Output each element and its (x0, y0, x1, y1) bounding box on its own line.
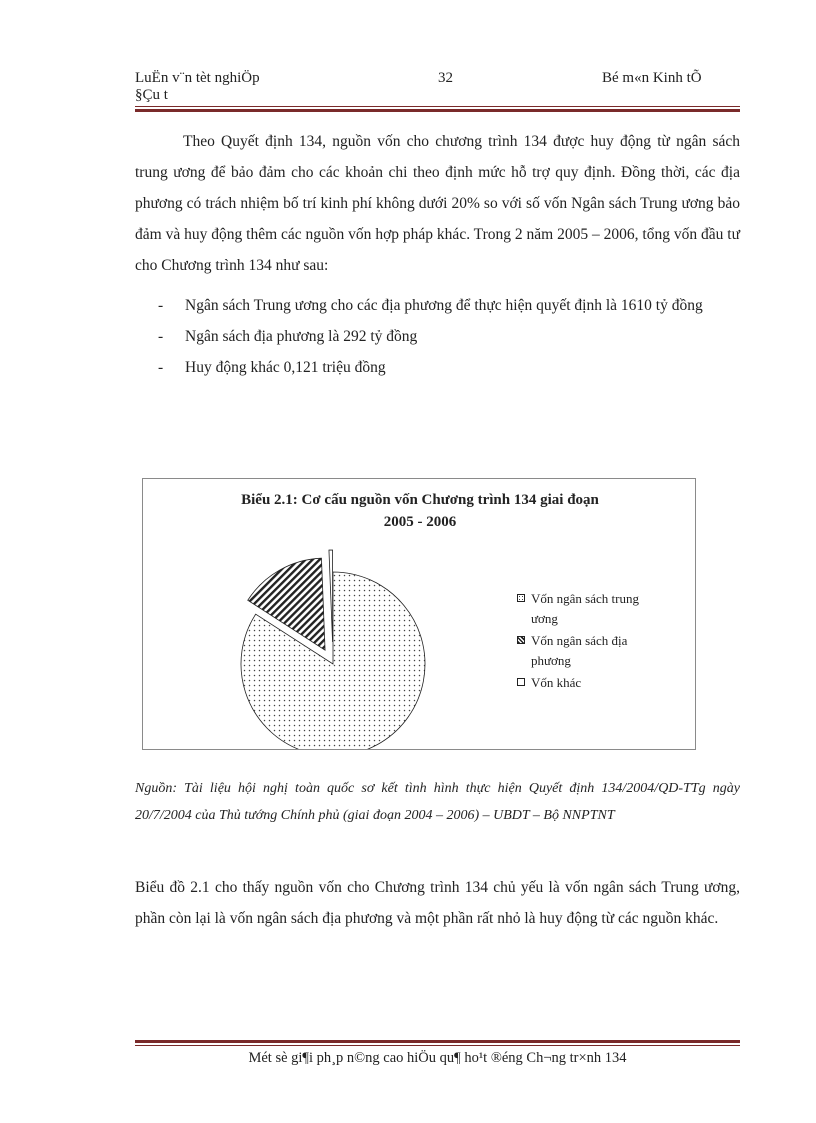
list-item-text: Ngân sách địa phương là 292 tỷ đồng (185, 328, 418, 345)
legend-label: Vốn ngân sách trung (531, 591, 639, 606)
chart-title-line1: Biểu 2.1: Cơ cấu nguồn vốn Chương trình 134 giai đoạn (241, 492, 599, 508)
legend-swatch-blank (517, 678, 525, 686)
legend-label: Vốn ngân sách địa (531, 633, 628, 648)
header-rule-thin (135, 106, 740, 107)
bullet-dash: - (158, 359, 164, 376)
chart-title-line2: 2005 - 2006 (383, 514, 457, 530)
bullet-dash: - (158, 328, 164, 345)
footer-text: Mét sè gi¶i ph¸p n©ng cao hiÖu qu¶ ho¹t ®éng Ch¬ng tr×nh 134 (248, 1050, 627, 1066)
pie-chart-frame (142, 478, 696, 750)
header-left-line1: LuËn v¨n tèt nghiÖp (135, 70, 260, 86)
pie-chart (203, 519, 463, 749)
legend-label-cont: ương (531, 611, 558, 626)
source-note: Nguồn: Tài liệu hội nghị toàn quốc sơ kết tình hình thực hiện Quyết định 134/2004/QD-TTg ngày 20/7/2004 của Thủ tướng Chính phủ (giai đoạn 2004 – 2006) – UBDT – Bộ NNPTNT (135, 781, 740, 823)
header-rule-thick (135, 109, 740, 112)
legend-label: Vốn khác (531, 675, 582, 690)
footer-rule-thin (135, 1045, 740, 1046)
legend-swatch-hatch (517, 636, 525, 644)
legend-item (517, 631, 687, 671)
legend-item (517, 589, 687, 629)
list-item (135, 352, 740, 383)
header-left-line2: §Çu t (135, 87, 168, 103)
intro-paragraph: Theo Quyết định 134, nguồn vốn cho chương trình 134 được huy động từ ngân sách trung ương để bảo đảm cho các khoản chi theo định mức hỗ trợ quy định. Đồng thời, các địa phương có trách nhiệm bố trí kinh phí không dưới 20% so với số vốn Ngân sách Trung ương bảo đảm và huy động thêm các nguồn vốn hợp pháp khác. Trong 2 năm 2005 – 2006, tổng vốn đầu tư cho Chương trình 134 như sau: (135, 133, 740, 274)
list-item-text: Huy động khác 0,121 triệu đồng (185, 359, 386, 376)
pie-slice-blank (329, 550, 333, 642)
footer-rule-thick (135, 1040, 740, 1043)
conclusion-paragraph: Biểu đồ 2.1 cho thấy nguồn vốn cho Chương trình 134 chủ yếu là vốn ngân sách Trung ương, phần còn lại là vốn ngân sách địa phương và một phần rất nhỏ là huy động từ các nguồn khác. (135, 879, 740, 927)
list-item-text: Ngân sách Trung ương cho các địa phương để thực hiện quyết định là 1610 tỷ đồng (185, 297, 703, 314)
bullet-dash: - (158, 297, 164, 314)
funding-list (135, 290, 740, 383)
legend-label-cont: phương (531, 653, 571, 668)
list-item (135, 290, 740, 321)
legend-item (517, 673, 687, 693)
chart-legend (517, 589, 687, 695)
header-right: Bé m«n Kinh tÕ (602, 70, 702, 86)
list-item (135, 321, 740, 352)
legend-swatch-dots (517, 594, 525, 602)
page-number: 32 (438, 70, 453, 86)
